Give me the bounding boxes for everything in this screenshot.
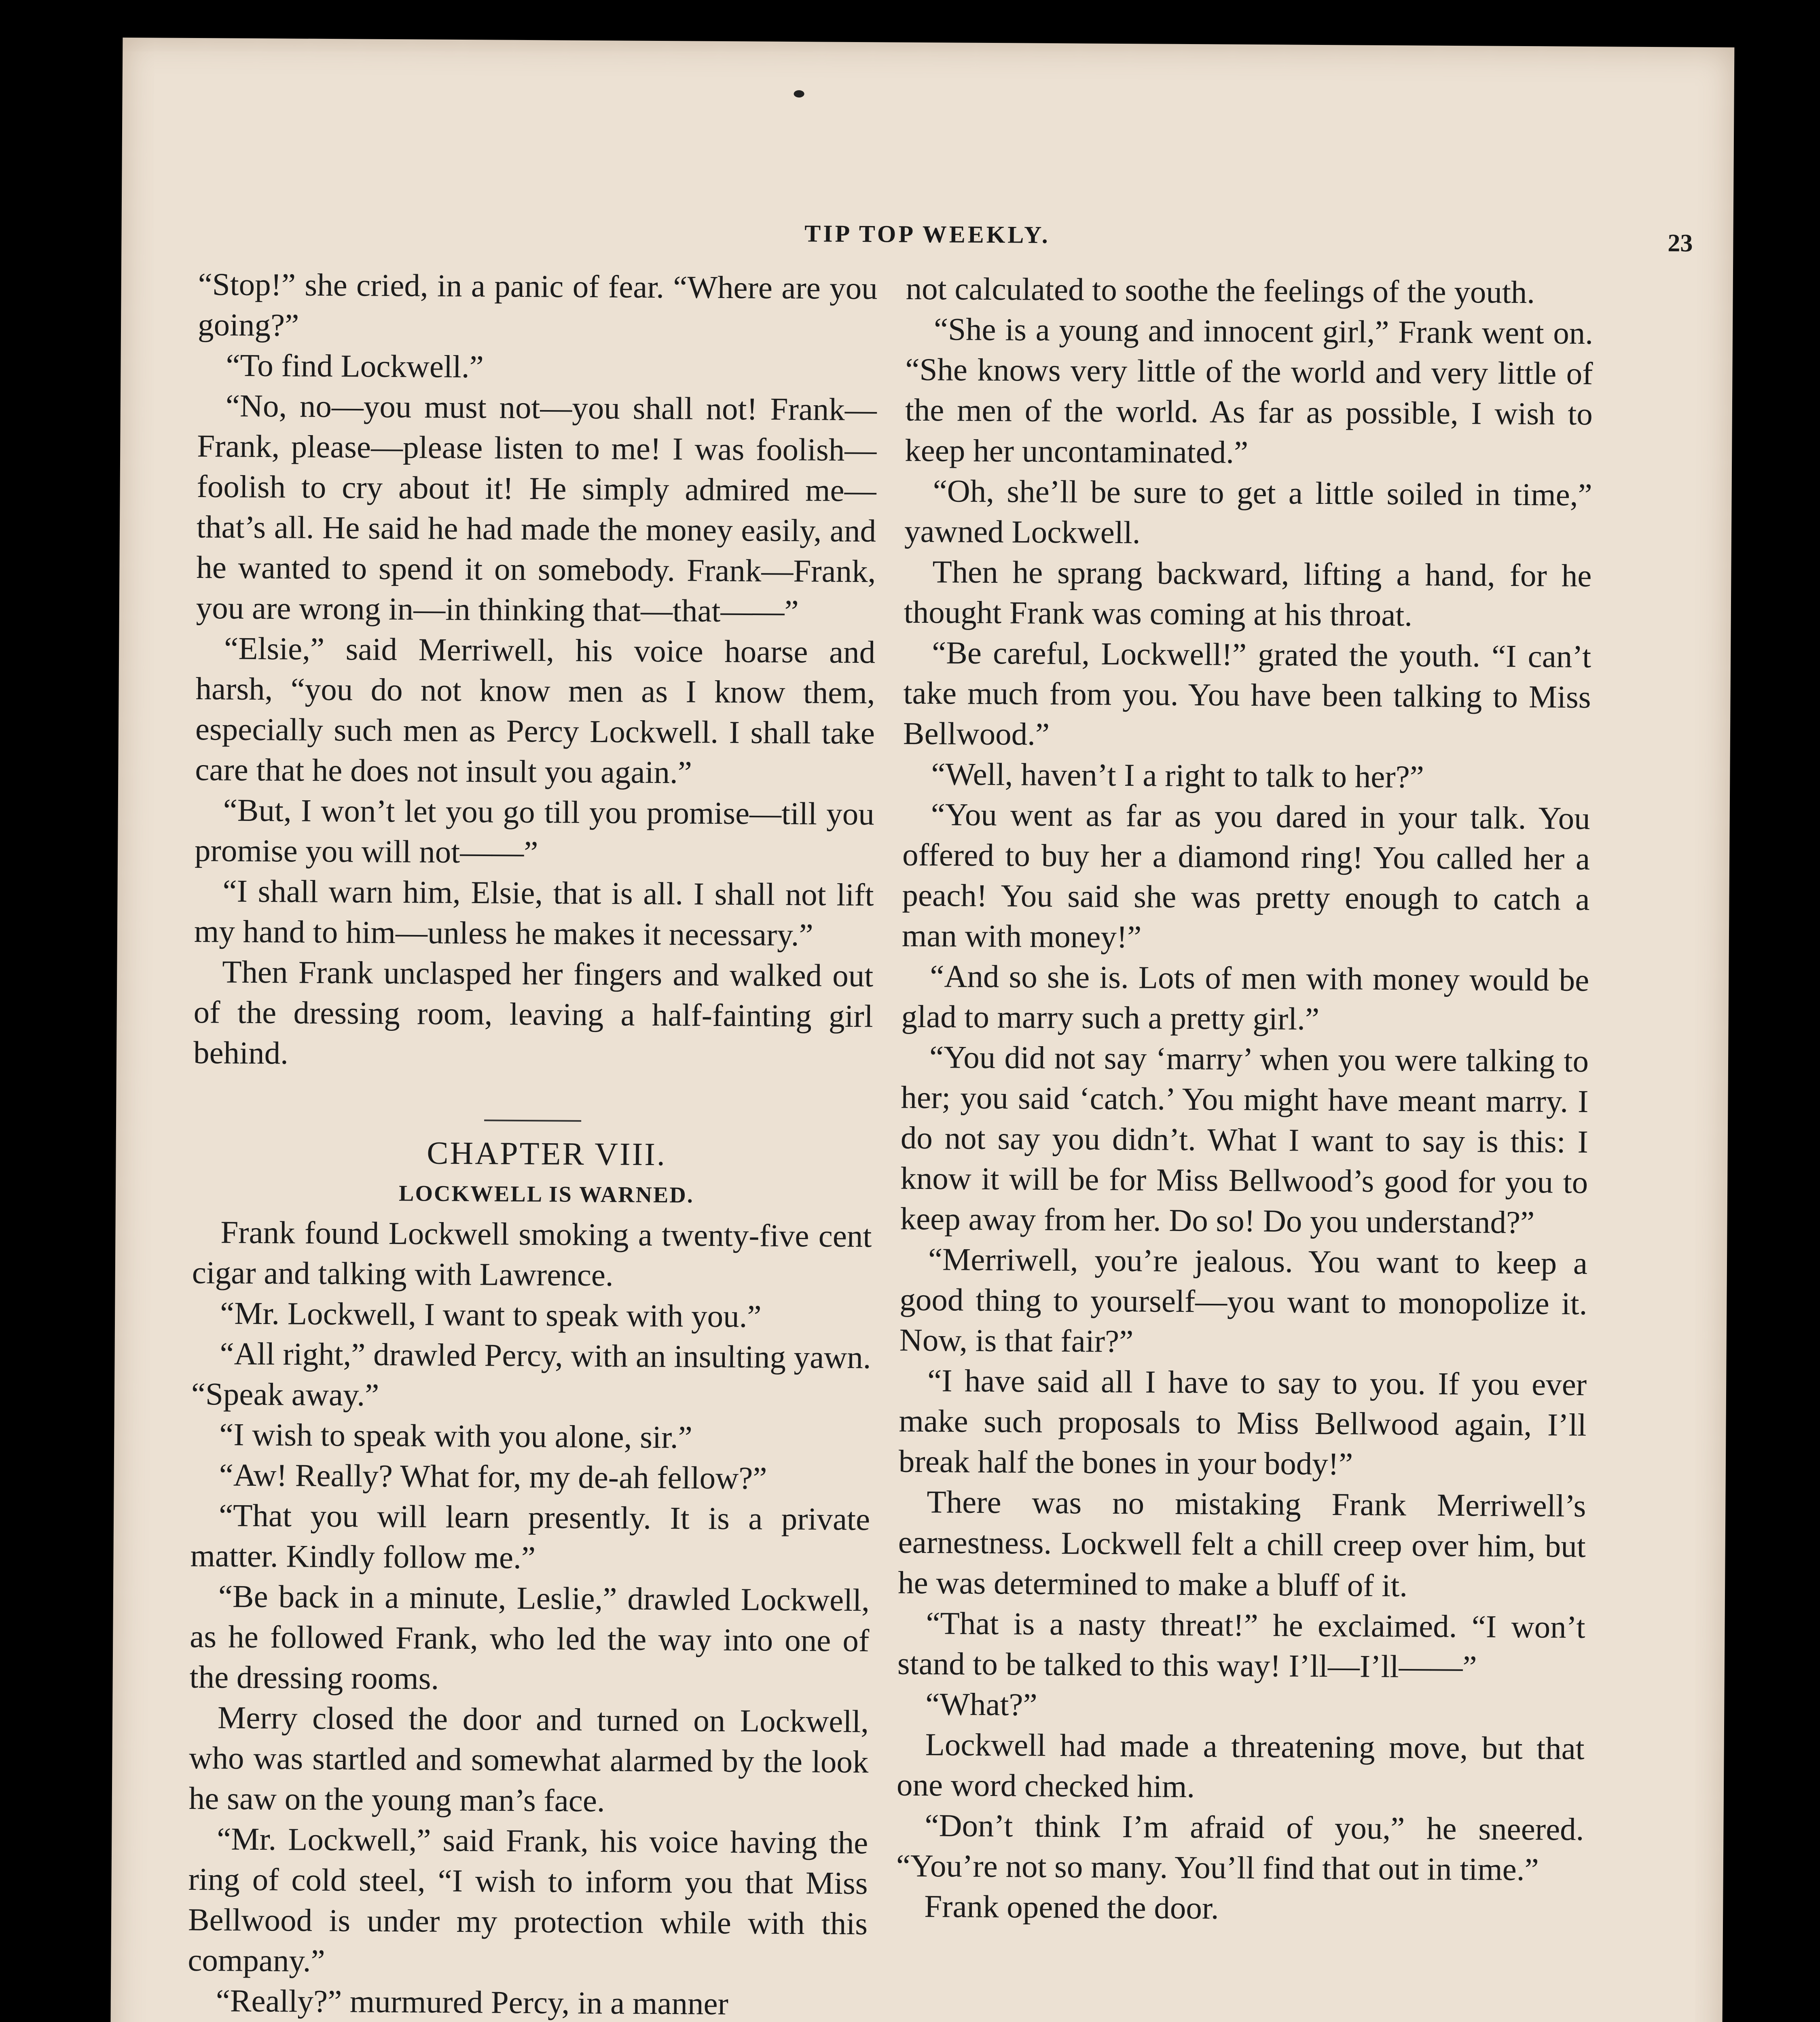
paragraph: “Really?” murmured Percy, in a manner <box>216 1983 729 2022</box>
paragraph: not calculated to soothe the feelings of the youth. <box>906 271 1535 311</box>
paragraph: Frank opened the door. <box>924 1889 1219 1926</box>
paragraph: Merry closed the door and turned on Lockwell, who was startled and somewhat alarmed by the look he saw on the young man’s face. <box>188 1700 869 1819</box>
paragraph: “Merriwell, you’re jealous. You want to keep a good thing to yourself—you want to monopolize it. Now, is that fair?” <box>899 1242 1588 1360</box>
paragraph: Then he sprang backward, lifting a hand, for he thought Frank was coming at his throat. <box>904 554 1592 633</box>
paragraph: “Mr. Lockwell,” said Frank, his voice having the ring of cold steel, “I wish to inform you that Miss Bellwood is under my protection while with this company.” <box>188 1821 868 1979</box>
paragraph: “Stop!” she cried, in a panic of fear. “Where are you going?” <box>197 267 878 343</box>
paragraph: “Well, haven’t I a right to talk to her?” <box>931 757 1424 795</box>
ink-dot <box>794 90 804 97</box>
paragraph: “That you will learn presently. It is a private matter. Kindly follow me.” <box>190 1498 870 1576</box>
paragraph: “Elsie,” said Merriwell, his voice hoarse and harsh, “you do not know men as I know them, especially such men as Percy Lockwell. I shall take care that he does not insult you again.” <box>195 631 876 791</box>
paragraph: “All right,” drawled Percy, with an insulting yawn. “Speak away.” <box>191 1336 871 1413</box>
paragraph: “Be careful, Lockwell!” grated the youth. “I can’t take much from you. You have been talking to Miss Bellwood.” <box>903 635 1591 752</box>
paragraph: “Be back in a minute, Leslie,” drawled Lockwell, as he followed Frank, who led the way into one of the dressing rooms. <box>189 1579 870 1696</box>
left-column <box>187 264 878 2022</box>
paragraph: “What?” <box>925 1687 1037 1723</box>
paragraph: “That is a nasty threat!” he exclaimed. “I won’t stand to be talked to this way! I’ll—I’ll——” <box>897 1606 1585 1685</box>
paragraph: “Don’t think I’m afraid of you,” he sneered. “You’re not so many. You’ll find that out in time.” <box>896 1808 1584 1888</box>
paragraph: “Oh, she’ll be sure to get a little soiled in time,” yawned Lockwell. <box>904 474 1592 551</box>
paragraph: “You went as far as you dared in your talk. You offered to buy her a diamond ring! You called her a peach! You said she was pretty enough to catch a man with money!” <box>902 797 1590 955</box>
page-number: 23 <box>1668 229 1693 257</box>
paragraph: Then Frank unclasped her fingers and walked out of the dressing room, leaving a half-fainting girl behind. <box>193 954 874 1071</box>
paragraph: “No, no—you must not—you shall not! Frank—Frank, please—please listen to me! I was foolish—foolish to cry about it! He simply admired me—that’s all. He said he had made the money easily, and he wanted to spend it on somebody. Frank—Frank, you are wrong in—in thinking that—that——” <box>196 388 877 630</box>
paragraph: “I shall warn him, Elsie, that is all. I shall not lift my hand to him—unless he makes it necessary.” <box>194 874 874 953</box>
paragraph: “You did not say ‘marry’ when you were talking to her; you said ‘catch.’ You might have meant marry. I do not say you didn’t. What I want to say is this: I know it will be for Miss Bellwood’s good for you to keep away from her. Do so! Do you understand?” <box>900 1040 1589 1241</box>
magazine-page <box>108 38 1735 2022</box>
chapter-divider <box>484 1119 581 1121</box>
chapter-title: CHAPTER VIII. <box>426 1135 667 1173</box>
paragraph: “Aw! Really? What for, my de-ah fellow?” <box>219 1457 767 1496</box>
paragraph: “But, I won’t let you go till you promise—till you promise you will not——” <box>194 793 875 871</box>
running-head: TIP TOP WEEKLY. <box>804 220 1050 248</box>
paragraph: There was no mistaking Frank Merriwell’s earnestness. Lockwell felt a chill creep over him, but he was determined to make a bluff of it. <box>897 1485 1586 1604</box>
paragraph: “Mr. Lockwell, I want to speak with you.” <box>220 1296 762 1335</box>
paragraph: “I have said all I have to say to you. If you ever make such proposals to Miss Bellwood again, I’ll break half the bones in your body!” <box>898 1363 1587 1482</box>
paragraph: “To find Lockwell.” <box>226 348 484 385</box>
paragraph: “I wish to speak with you alone, sir.” <box>219 1417 693 1455</box>
paragraph: “And so she is. Lots of men with money would be glad to marry such a pretty girl.” <box>901 959 1589 1037</box>
paragraph: “She is a young and innocent girl,” Frank went on. “She knows very little of the world and very little of the men of the world. As far as possible, I wish to keep her uncontaminated.” <box>904 312 1594 470</box>
chapter-subtitle: LOCKWELL IS WARNED. <box>398 1181 694 1208</box>
right-column <box>896 269 1594 1931</box>
paragraph: Lockwell had made a threatening move, but that one word checked him. <box>896 1727 1585 1805</box>
paragraph: Frank found Lockwell smoking a twenty-five cent cigar and talking with Lawrence. <box>192 1215 872 1293</box>
